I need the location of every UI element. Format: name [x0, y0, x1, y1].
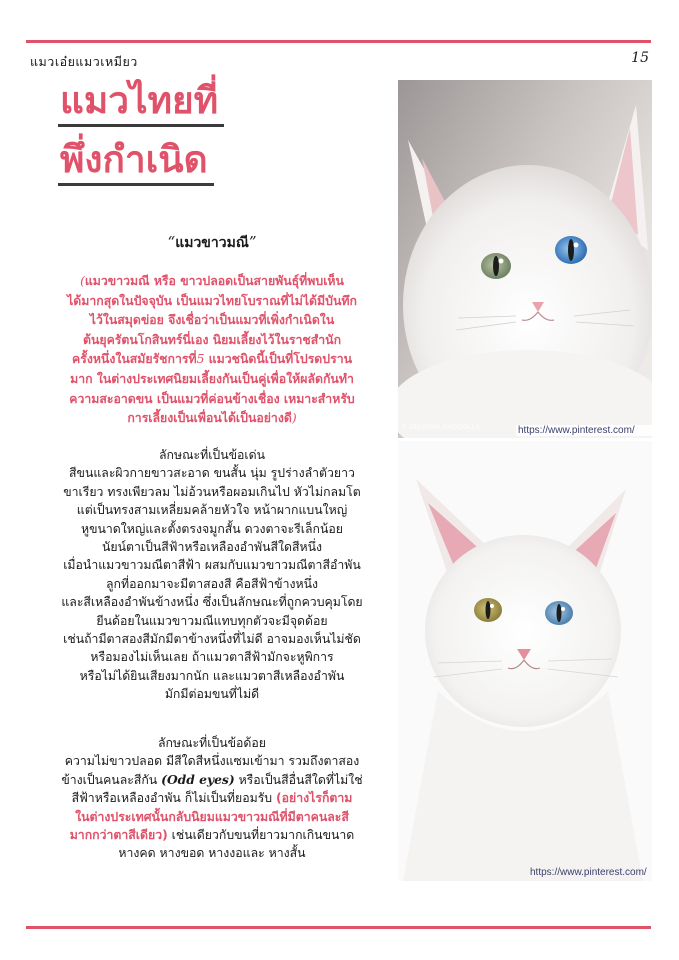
- intro-line: ได้มากสุดในปัจจุบัน เป็นแมวไทยโบราณที่ไม่ได้มีบันทึก: [67, 293, 357, 308]
- photo-1-watermark: © ZELKOVA RAGDOLLS: [402, 424, 481, 431]
- photo-2-credit: https://www.pinterest.com/: [530, 867, 647, 878]
- text-line: หรือมองไม่เห็นเลย ถ้าแมวตาสีฟ้ามักจะหูพิการ: [90, 650, 334, 665]
- white-cat-illustration-2: [398, 441, 652, 881]
- text-line: แต่เป็นทรงสามเหลี่ยมคล้ายหัวใจ หน้าผากแบนใหญ่: [76, 503, 348, 518]
- cat-photo-2: [398, 441, 652, 881]
- text-line: เช่นถ้ามีตาสองสีมักมีตาข้างหนึ่งที่ไม่ดี อาจมองเห็นไม่ชัด: [63, 632, 361, 647]
- reign-number: 5: [196, 352, 205, 367]
- intro-line: การเลี้ยงเป็นเพื่อนได้เป็นอย่างดี: [127, 411, 292, 426]
- text-part: เช่นเดียวกับขนที่ยาวมากเกินขนาด: [167, 828, 355, 843]
- open-paren: (: [80, 274, 85, 288]
- subtitle: [30, 232, 394, 254]
- intro-paragraph: [30, 272, 394, 429]
- title-line-1: แมวไทยที่: [58, 78, 224, 127]
- subtitle-text: แมวขาวมณี: [175, 235, 249, 251]
- text-line: สีขนและผิวกายขาวสะอาด ขนสั้น นุ่ม รูปร่างลำตัวยาว: [69, 466, 355, 481]
- intro-line: ไว้ในสมุดข่อย จึงเชื่อว่าเป็นแมวที่เพิ่งกำเนิดใน: [89, 313, 335, 328]
- bad-traits-section: [30, 734, 394, 863]
- text-line: ลูกที่ออกมาจะมีตาสองสี คือสีฟ้าข้างหนึ่ง: [106, 576, 318, 591]
- good-traits-heading: ลักษณะที่เป็นข้อเด่น: [158, 448, 265, 462]
- close-quote: ”: [248, 233, 257, 251]
- text-line: หูขนาดใหญ่และตั้งตรงจมูกสั้น ดวงตาจะรีเล็กน้อย: [80, 521, 343, 536]
- intro-line-part: ครั้งหนึ่งในสมัยรัชการที่: [71, 352, 197, 367]
- open-quote: “: [167, 233, 176, 251]
- text-line: นัยน์ตาเป็นสีฟ้าหรือเหลืองอำพันสีใดสีหนึ่ง: [101, 540, 323, 555]
- text-line: หรือไม่ได้ยินเสียงมากนัก และแมวตาสีเหลืองอำพัน: [79, 668, 345, 683]
- cat-photo-1: [398, 80, 652, 438]
- text-line: ยีนด้อยในแมวขาวมณีแทบทุกตัวจะมีจุดด้อย: [96, 613, 328, 628]
- close-paren: ): [291, 411, 297, 426]
- text-line: ขาเรียว ทรงเพียวลม ไม่อ้วนหรือผอมเกินไป หัวไม่กลมโต: [63, 484, 361, 499]
- top-rule: [26, 40, 651, 43]
- text-part: หรือเป็นสีอื่นสีใดที่ไม่ใช่: [234, 772, 363, 787]
- intro-line: มาก ในต่างประเทศนิยมเลี้ยงกันเป็นคู่เพื่อให้ผลัดกันทำ: [70, 371, 354, 386]
- text-line: เมื่อนำแมวขาวมณีตาสีฟ้า ผสมกับแมวขาวมณีตาสีอำพัน: [63, 558, 361, 573]
- text-part: ข้างเป็นคนละสีกัน: [61, 772, 162, 787]
- running-header: แมวเอ๋ยแมวเหมียว: [30, 54, 138, 69]
- chapter-title: [58, 78, 224, 196]
- bottom-rule: [26, 926, 651, 929]
- intro-line: ต้นยุครัตนโกสินทร์นี่เอง นิยมเลี้ยงไว้ในราชสำนัก: [82, 332, 342, 347]
- text-part: สีฟ้าหรือเหลืองอำพัน ก็ไม่เป็นที่ยอมรับ: [71, 791, 277, 806]
- white-cat-illustration-1: [398, 80, 652, 438]
- good-traits-section: [30, 446, 394, 704]
- intro-line-part: แมวชนิดนี้เป็นที่โปรดปราน: [204, 352, 353, 367]
- page-number: 15: [631, 50, 649, 66]
- highlight-text: มากกว่าตาสีเดียว): [69, 828, 168, 843]
- highlight-text: ในต่างประเทศนั้นกลับนิยมแมวขาวมณีที่มีตาคนละสี: [75, 809, 349, 824]
- title-line-2: พึ่งกำเนิด: [58, 137, 214, 186]
- intro-line: ความสะอาดขน เป็นแมวที่ค่อนข้างเชื่อง เหมาะสำหรับ: [69, 391, 355, 406]
- highlight-text: (อย่างไรก็ตาม: [276, 791, 353, 806]
- text-line: มักมีต่อมขนที่ไม่ดี: [164, 687, 260, 702]
- intro-line: แมวขาวมณี หรือ ขาวปลอดเป็นสายพันธุ์ที่พบเห็น: [84, 274, 344, 288]
- text-line: หางคด หางขอด หางงอและ หางสั้น: [118, 846, 306, 861]
- text-line: และสีเหลืองอำพันข้างหนึ่ง ซึ่งเป็นลักษณะที่ถูกควบคุมโดย: [61, 595, 363, 610]
- bad-traits-heading: ลักษณะที่เป็นข้อด้อย: [158, 736, 266, 750]
- odd-eyes-term: (Odd eyes): [161, 771, 235, 787]
- text-line: ความไม่ขาวปลอด มีสีใดสีหนึ่งแซมเข้ามา รวมถึงตาสอง: [64, 754, 360, 769]
- photo-1-credit: https://www.pinterest.com/: [516, 425, 656, 436]
